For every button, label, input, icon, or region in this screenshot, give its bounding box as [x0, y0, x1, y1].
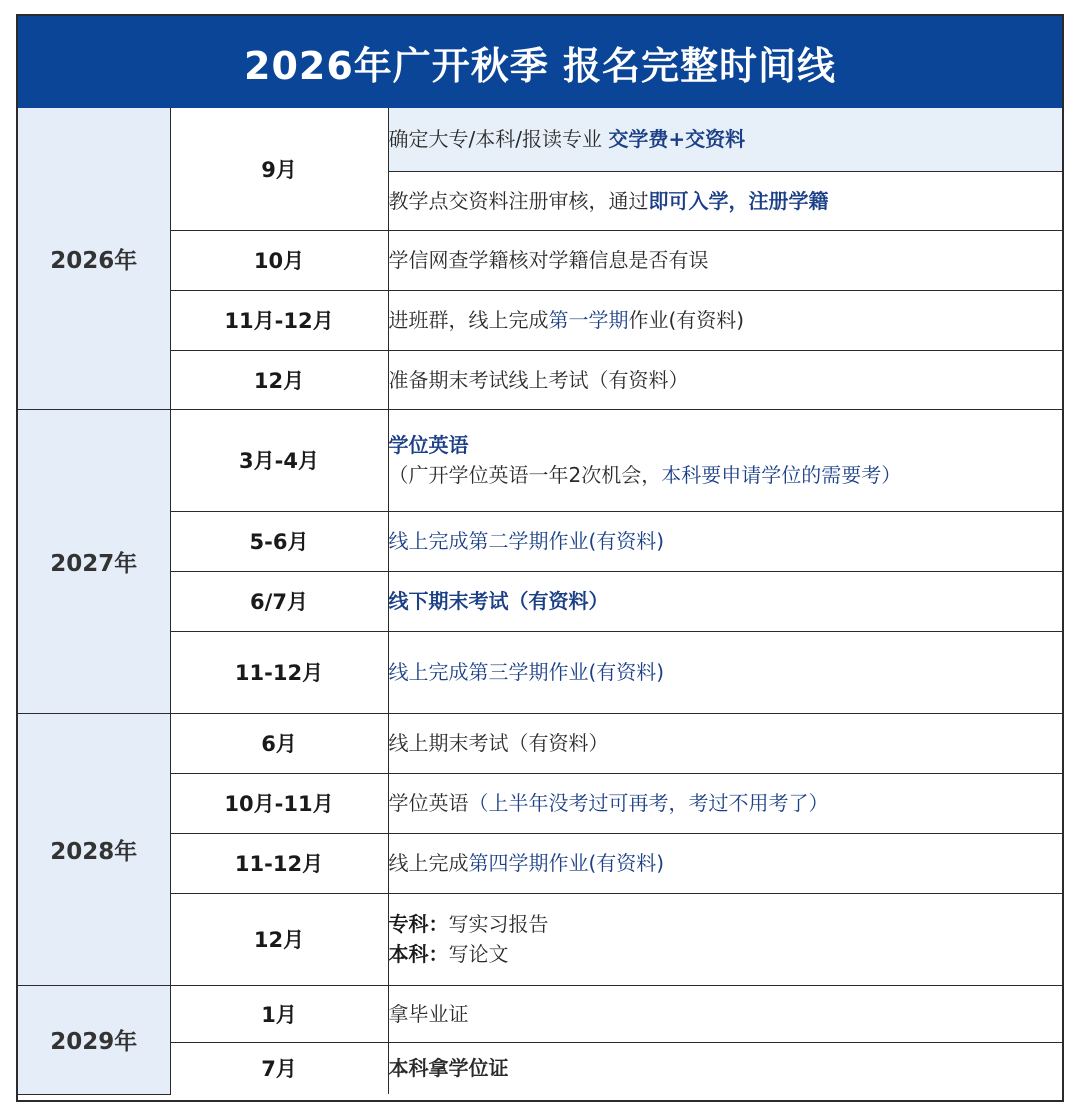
task-highlight: 第一学期	[548, 308, 629, 332]
table-row	[18, 571, 1062, 631]
table-row	[18, 713, 1062, 773]
table-row	[18, 230, 1062, 290]
year-2026: 2026年	[18, 108, 170, 409]
task-text: 确定大专/本科/报读专业	[388, 127, 609, 152]
task-highlight: 即可入学，注册学籍	[648, 188, 829, 213]
month-label: 7月	[170, 1042, 388, 1094]
table-row	[18, 1042, 1062, 1094]
table-row	[18, 773, 1062, 833]
table-row	[18, 833, 1062, 893]
timeline-sheet	[16, 14, 1064, 1102]
month-label: 11-12月	[170, 631, 388, 713]
month-label: 10月-11月	[170, 773, 388, 833]
task-highlight: 交学费+交资料	[608, 127, 746, 152]
task-cell	[388, 290, 1062, 350]
task-cell	[388, 108, 1062, 171]
month-label: 9月	[170, 108, 388, 230]
task-text: 本科拿学位证	[388, 1042, 1062, 1094]
task-text: 写实习报告	[448, 912, 549, 936]
task-cell	[388, 511, 1062, 571]
task-highlight: 本科要申请学位的需要考）	[661, 463, 902, 487]
year-2027: 2027年	[18, 409, 170, 713]
task-cell	[388, 893, 1062, 985]
task-highlight: 第二学期作业(有资料)	[468, 529, 665, 553]
task-text: 线上完成	[388, 529, 469, 553]
task-highlight: 第三学期作业(有资料)	[468, 660, 665, 684]
task-cell	[388, 833, 1062, 893]
month-label: 11月-12月	[170, 290, 388, 350]
task-text: 教学点交资料注册审核，通过	[388, 188, 649, 213]
table-row	[18, 108, 1062, 171]
table-row	[18, 985, 1062, 1042]
month-label: 6月	[170, 713, 388, 773]
task-cell	[388, 631, 1062, 713]
task-text: 线上期末考试（有资料）	[388, 713, 1062, 773]
month-label: 5-6月	[170, 511, 388, 571]
timeline-table	[18, 108, 1062, 1095]
month-label: 6/7月	[170, 571, 388, 631]
month-label: 11-12月	[170, 833, 388, 893]
task-highlight: 线下期末考试（有资料）	[388, 589, 609, 613]
table-row	[18, 893, 1062, 985]
month-label: 12月	[170, 893, 388, 985]
month-label: 1月	[170, 985, 388, 1042]
page-title: 2026年广开秋季 报名完整时间线	[18, 16, 1062, 108]
month-label: 3月-4月	[170, 409, 388, 511]
table-row	[18, 511, 1062, 571]
task-label: 本科：	[388, 942, 449, 966]
task-text: 拿毕业证	[388, 985, 1062, 1042]
task-cell	[388, 773, 1062, 833]
task-highlight: （上半年没考过可再考，考过不用考了）	[468, 791, 829, 815]
year-2029: 2029年	[18, 985, 170, 1094]
table-row	[18, 409, 1062, 511]
table-row	[18, 631, 1062, 713]
task-cell	[388, 171, 1062, 230]
task-text: 进班群，线上完成	[388, 308, 549, 332]
month-label: 12月	[170, 350, 388, 409]
task-text: 写论文	[448, 942, 509, 966]
task-text: 学位英语	[388, 791, 469, 815]
table-row	[18, 290, 1062, 350]
task-label: 专科：	[388, 912, 449, 936]
task-text: 准备期末考试线上考试（有资料）	[388, 350, 1062, 409]
year-2028: 2028年	[18, 713, 170, 985]
month-label: 10月	[170, 230, 388, 290]
task-note: （广开学位英语一年2次机会，	[388, 463, 662, 487]
task-heading: 学位英语	[388, 433, 469, 457]
task-cell	[388, 409, 1062, 511]
task-text: 线上完成	[388, 851, 469, 875]
task-cell	[388, 571, 1062, 631]
task-text: 学信网查学籍核对学籍信息是否有误	[388, 230, 1062, 290]
table-row	[18, 350, 1062, 409]
task-text: 线上完成	[388, 660, 469, 684]
task-text: 作业(有资料)	[628, 308, 745, 332]
task-highlight: 第四学期作业(有资料)	[468, 851, 665, 875]
